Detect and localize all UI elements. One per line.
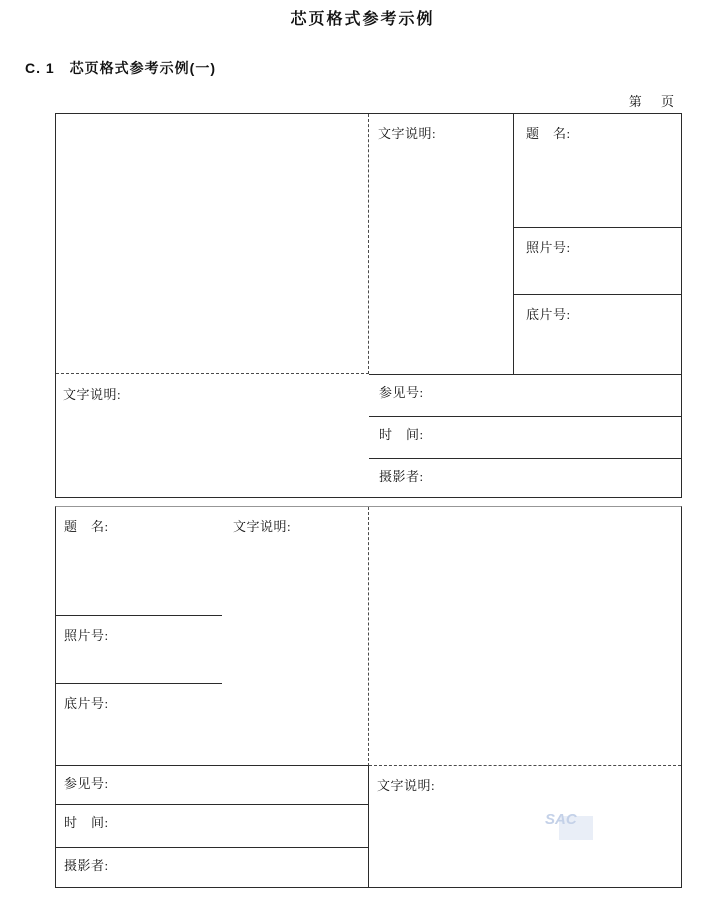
negative-number-label: 底片号: xyxy=(64,696,109,711)
title-name-label: 题 名: xyxy=(526,126,571,141)
time-row xyxy=(369,417,681,459)
page-number-marker: 第 页 xyxy=(628,94,675,109)
photographer-row xyxy=(369,459,681,497)
top-right-column xyxy=(514,114,681,374)
negative-number-cell xyxy=(56,684,222,766)
time-label: 时 间: xyxy=(379,427,424,442)
photo-placeholder-area xyxy=(56,114,369,374)
section-heading: C. 1 芯页格式参考示例(一) xyxy=(25,60,216,76)
photo-number-label: 照片号: xyxy=(64,628,109,643)
text-note-cell-middle xyxy=(222,507,369,766)
card-example-top xyxy=(55,113,682,498)
photographer-label: 摄影者: xyxy=(64,858,109,873)
card-example-bottom xyxy=(55,506,682,888)
time-row xyxy=(56,805,368,848)
photo-number-cell xyxy=(514,228,681,295)
bottom-meta-rows xyxy=(56,766,369,887)
negative-number-label: 底片号: xyxy=(526,307,571,322)
sac-watermark-icon xyxy=(545,810,595,840)
photo-number-label: 照片号: xyxy=(526,240,571,255)
title-name-label: 题 名: xyxy=(64,519,109,534)
text-note-cell-top xyxy=(369,114,514,374)
bottom-left-column xyxy=(56,507,222,766)
photographer-label: 摄影者: xyxy=(379,469,424,484)
text-note-cell-bottom xyxy=(369,766,681,887)
reference-number-row xyxy=(56,766,368,805)
reference-number-label: 参见号: xyxy=(379,385,424,400)
photographer-row xyxy=(56,848,368,886)
watermark-text: SAC xyxy=(545,811,577,828)
reference-number-label: 参见号: xyxy=(64,776,109,791)
top-meta-rows xyxy=(369,374,681,497)
text-note-label: 文字说明: xyxy=(378,126,437,141)
page-title: 芯页格式参考示例 xyxy=(290,11,435,28)
text-note-label: 文字说明: xyxy=(233,519,292,534)
text-note-cell-left xyxy=(56,374,369,497)
title-name-cell xyxy=(56,507,222,616)
text-note-label: 文字说明: xyxy=(377,778,436,793)
title-name-cell xyxy=(514,114,681,228)
reference-number-row xyxy=(369,375,681,417)
time-label: 时 间: xyxy=(64,815,109,830)
text-note-label: 文字说明: xyxy=(63,387,122,402)
negative-number-cell xyxy=(514,295,681,374)
photo-placeholder-area xyxy=(369,507,681,766)
photo-number-cell xyxy=(56,616,222,684)
